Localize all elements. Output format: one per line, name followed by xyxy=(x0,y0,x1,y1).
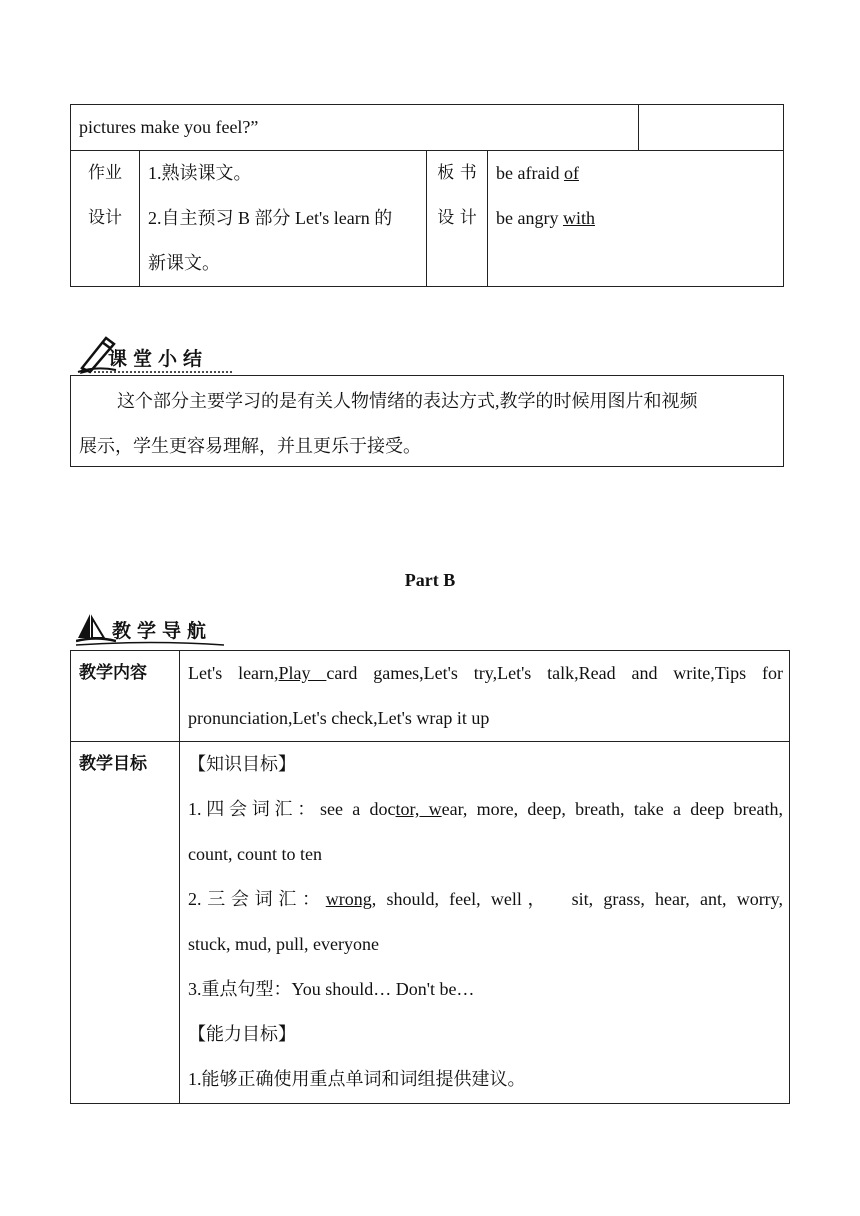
empty-cell xyxy=(639,105,784,151)
content-label: 教学内容 xyxy=(79,663,147,683)
summary-line-2: 展示，学生更容易理解，并且更乐于接受。 xyxy=(79,436,421,456)
homework-board-table xyxy=(70,104,784,287)
board-content-cell xyxy=(488,151,784,287)
summary-box xyxy=(70,375,784,467)
goals-label-cell xyxy=(71,742,180,1104)
vocab3-line-1: 2.三会词汇：wrong, should, feel, well， sit, grass, hear, ant, worry, xyxy=(188,889,784,909)
continuation-cell xyxy=(71,105,639,151)
vocab3-line-2: stuck, mud, pull, everyone xyxy=(188,934,379,954)
summary-line-1: 这个部分主要学习的是有关人物情绪的表达方式,教学的时候用图片和视频 xyxy=(117,391,698,411)
goals-cell xyxy=(180,742,790,1104)
continuation-text: pictures make you feel?” xyxy=(79,117,259,137)
board-label-cell xyxy=(427,151,488,287)
homework-label-cell xyxy=(71,151,140,287)
vocab4-line-1: 1.四会词汇：see a doctor, wear, more, deep, breath, take a deep breath, xyxy=(188,799,784,819)
board-line-1: be afraid of xyxy=(496,163,579,183)
ability-item-1: 1.能够正确使用重点单词和词组提供建议。 xyxy=(188,1069,526,1089)
homework-item-1: 1.熟读课文。 xyxy=(148,163,252,183)
ability-heading: 【能力目标】 xyxy=(188,1024,296,1044)
homework-item-3: 新课文。 xyxy=(148,253,220,273)
summary-header-text: 课堂小结 xyxy=(108,348,209,370)
homework-content-cell xyxy=(140,151,427,287)
goals-label: 教学目标 xyxy=(79,754,147,774)
content-line-2: pronunciation,Let's check,Let's wrap it up xyxy=(188,708,490,728)
sentence-patterns: 3.重点句型：You should… Don't be… xyxy=(188,979,475,999)
board-label-2: 设 计 xyxy=(437,208,477,228)
homework-item-2: 2.自主预习 B 部分 Let's learn 的 xyxy=(148,208,393,228)
content-line-1: Let's learn,Play card games,Let's try,Let's talk,Read and write,Tips for xyxy=(188,663,783,683)
homework-label-1: 作业 xyxy=(88,163,122,183)
nav-header-underline xyxy=(76,640,226,650)
nav-header xyxy=(76,610,236,648)
teaching-plan-table xyxy=(70,650,790,1104)
vocab4-line-2: count, count to ten xyxy=(188,844,322,864)
board-line-2: be angry with xyxy=(496,208,595,228)
summary-header xyxy=(76,332,236,374)
board-label-1: 板 书 xyxy=(437,163,477,183)
content-label-cell xyxy=(71,651,180,742)
content-cell xyxy=(180,651,790,742)
homework-label-2: 设计 xyxy=(88,208,122,228)
part-title: Part B xyxy=(404,570,456,590)
knowledge-heading: 【知识目标】 xyxy=(188,754,296,774)
nav-header-text: 教学导航 xyxy=(112,620,213,642)
